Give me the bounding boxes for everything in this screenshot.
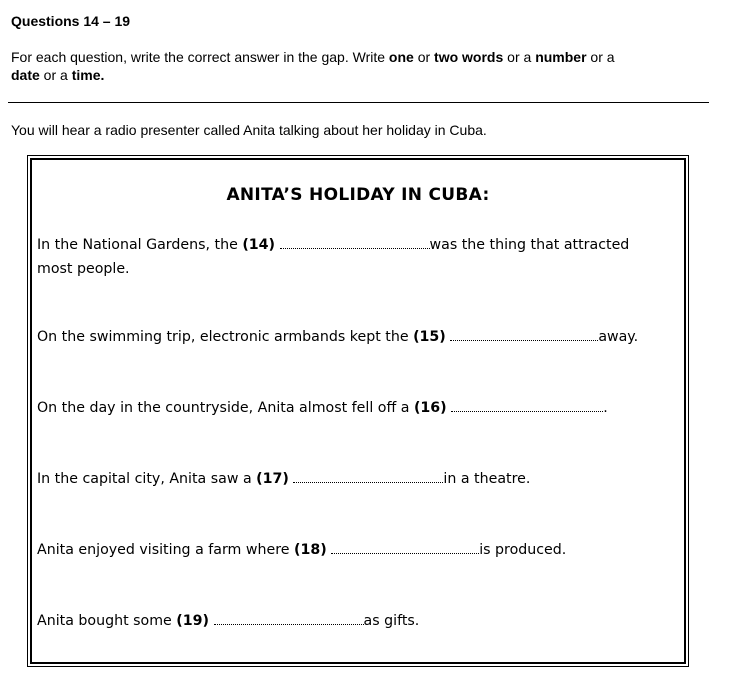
instructions-bold-date: date [11,67,40,83]
question-17-number: (17) [256,471,289,487]
question-16-text-after: . [603,400,608,416]
answer-gap-15[interactable] [450,330,598,341]
instructions-bold-time: time. [71,67,105,83]
instructions-text [11,48,701,84]
question-19-number: (19) [176,613,210,629]
question-15-text-after: away. [598,329,639,345]
question-14-number: (14) [242,237,276,253]
answer-gap-18[interactable] [331,543,479,554]
question-18-number: (18) [293,542,327,558]
questions-heading: Questions 14 – 19 [11,13,131,29]
instructions-part4: or a [586,49,615,65]
question-14-text-after: was the thing that attracted [429,237,630,253]
instructions-bold-one: one [388,49,414,65]
question-15-number: (15) [413,329,446,345]
question-17-text-before: In the capital city, Anita saw a [37,471,257,487]
answer-gap-17[interactable] [293,472,443,483]
instructions-part1: For each question, write the correct answer in the gap. Write [11,49,389,65]
instructions-part5: or a [39,67,72,83]
instructions-bold-two-words: two words [434,49,504,65]
question-14-text-before: In the National Gardens, the [37,237,243,253]
question-16-number: (16) [413,400,447,416]
question-19 [37,609,419,633]
question-17-text-after: in a theatre. [443,471,531,487]
question-18-text-before: Anita enjoyed visiting a farm where [37,542,294,558]
intro-text: You will hear a radio presenter called Anita talking about her holiday in Cuba. [11,122,487,138]
question-15 [37,325,638,349]
instructions-bold-number: number [535,49,587,65]
notes-box-title: ANITA’S HOLIDAY IN CUBA: [226,185,490,205]
answer-gap-14[interactable] [280,238,430,249]
instructions-part3: or a [503,49,536,65]
question-14-text-line2: most people. [37,261,130,277]
instructions-part2: or [413,49,435,65]
answer-gap-16[interactable] [451,401,603,412]
question-16 [37,396,608,420]
question-17 [37,467,530,491]
question-18 [37,538,566,562]
answer-gap-19[interactable] [214,614,364,625]
question-18-text-after: is produced. [479,542,567,558]
question-14 [37,233,629,281]
question-15-text-before: On the swimming trip, electronic armbands kept the [37,329,414,345]
question-19-text-after: as gifts. [363,613,420,629]
horizontal-divider [8,102,709,103]
question-16-text-before: On the day in the countryside, Anita almost fell off a [37,400,414,416]
question-19-text-before: Anita bought some [37,613,177,629]
